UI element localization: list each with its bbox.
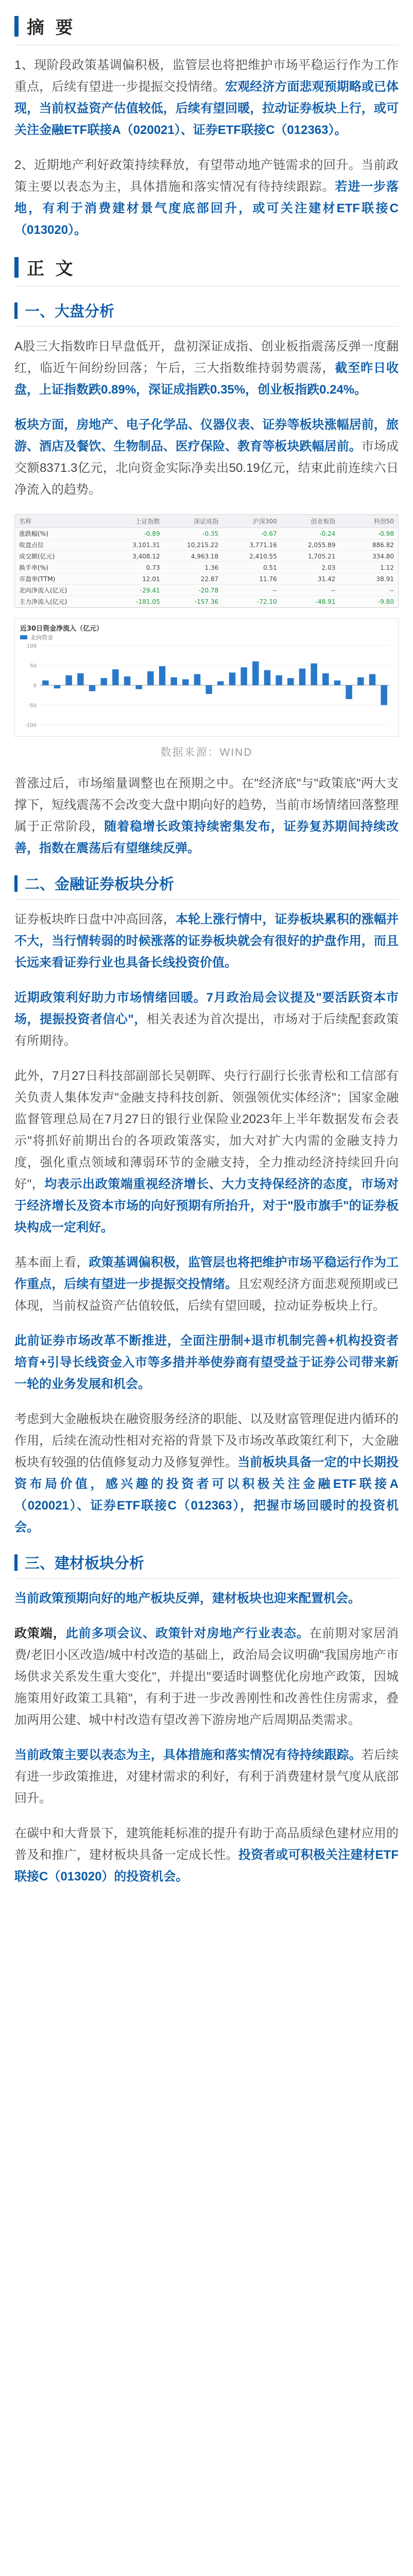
chart-bar: [147, 671, 153, 685]
market-paragraph-2: [14, 414, 399, 501]
table-header-cell: 名称: [19, 518, 32, 525]
table-row: [15, 573, 398, 585]
section-materials-heading: [14, 1552, 399, 1579]
table-cell: 3,101.31: [132, 541, 160, 549]
chart-bar: [276, 675, 282, 685]
table-header-cell: 科创50: [373, 518, 394, 525]
finance-paragraph-6-highlight: 当前板块具备一定的中长期投资布局价值，感兴趣的投资者可以积极关注金融ETF联接A（020021）、证券ETF联接C（012363），把握市场回暖时的投资机会。: [14, 1455, 399, 1534]
table-cell: 4,963.18: [191, 552, 219, 560]
table-cell: -0.35: [202, 530, 219, 537]
materials-paragraph-3-highlight: 当前政策主要以表态为主，具体措施和落实情况有待持续跟踪。: [14, 1748, 362, 1762]
summary-heading-text: 摘 要: [27, 18, 76, 38]
finance-paragraph-4-text: 基本面上看，: [14, 1256, 89, 1269]
table-row-label: 收盘点位: [19, 541, 44, 549]
table-cell: -20.78: [198, 586, 219, 594]
materials-paragraph-2: [14, 1623, 399, 1731]
table-cell: 11.76: [259, 575, 277, 583]
chart-bar: [135, 685, 142, 689]
table-cell: -0.24: [319, 530, 336, 537]
finance-paragraph-6: [14, 1409, 399, 1538]
materials-paragraph-2-highlight: 此前多项会议、政策针对房地产行业表态。: [65, 1626, 309, 1640]
table-row: [15, 562, 398, 573]
data-source-note: 数据来源：WIND: [160, 747, 253, 758]
chart-y-tick-label: -100: [25, 723, 37, 728]
finance-paragraph-3-highlight: 均表示出政策端重视经济增长、大力支持保经济的态度，市场对于经济增长及资本市场的向好预期有所抬升，对于"股市旗手"的证券板块构成一定利好。: [14, 1177, 399, 1234]
table-cell: -0.98: [377, 530, 394, 537]
finance-paragraph-1-text: 证券板块昨日盘中冲高回落，: [14, 912, 176, 926]
summary-point-2-text: 2、近期地产利好政策持续释放，有望带动地产链需求的回升。当前政策主要以表态为主，具体措施和落实情况有待持续跟踪。: [14, 158, 399, 194]
chart-bar: [100, 678, 107, 685]
table-row-label: 涨跌幅(%): [19, 530, 48, 537]
table-row-label: 北向净流入(亿元): [19, 587, 67, 594]
chart-bar: [346, 685, 352, 699]
finance-paragraph-4: [14, 1252, 399, 1317]
market-paragraph-1: [14, 336, 399, 401]
table-cell: -0.89: [144, 530, 160, 537]
materials-paragraph-4-text: 在碳中和大背景下，建筑能耗标准的提升有助于高品质绿色建材应用的普及和推广，建材板块具备一定成长性。: [14, 1826, 399, 1862]
market-paragraph-3-highlight: 随着稳增长政策持续密集发布，证券复苏期间持续改善，指数在震荡后有望继续反弹。: [14, 820, 399, 855]
table-cell: 10,215.22: [187, 541, 219, 549]
table-header-cell: 上证指数: [135, 518, 160, 525]
article-page: [0, 13, 413, 1922]
table-cell: 886.82: [372, 541, 394, 549]
chart-bar: [229, 672, 235, 685]
chart-bar: [124, 676, 130, 685]
table-cell: -0.67: [261, 530, 277, 537]
chart-bar: [159, 666, 165, 685]
materials-paragraph-2-lead: 政策端，: [14, 1626, 66, 1640]
table-cell: 0.73: [146, 564, 160, 571]
finance-paragraph-2-highlight: 近期政策利好助力市场情绪回暖。7月政治局会议提及"要活跃资本市场，提振投资者信心"，: [14, 991, 399, 1026]
table-cell: --: [272, 586, 277, 594]
body-heading-text: 正 文: [27, 259, 76, 279]
chart-bar: [205, 685, 212, 694]
finance-paragraph-2: [14, 987, 399, 1052]
table-row-label: 市盈率(TTM): [19, 575, 56, 583]
chart-y-tick-label: 50: [30, 663, 37, 669]
chart-y-tick-label: 100: [26, 643, 37, 649]
section-accent-bar: [14, 875, 18, 892]
table-row: [15, 551, 398, 562]
chart-bar: [170, 677, 177, 685]
chart-y-tick-label: -50: [28, 703, 37, 709]
table-cell: -157.36: [194, 598, 219, 605]
chart-bar: [182, 679, 188, 685]
materials-paragraph-3: [14, 1744, 399, 1809]
chart-bar: [264, 670, 270, 685]
table-cell: 22.87: [200, 575, 219, 583]
chart-title: 近30日资金净流入（亿元）: [20, 625, 104, 633]
chart-bar: [42, 681, 48, 685]
finance-paragraph-5: [14, 1330, 399, 1395]
table-cell: -72.10: [257, 598, 277, 605]
finance-paragraph-4-text-2: 且宏观经济方面悲观预期或已体现，当前权益资产估值较低，后续有望回暖，拉动证券板块上行。: [14, 1277, 399, 1313]
materials-paragraph-4: [14, 1823, 399, 1888]
table-cell: 38.91: [376, 575, 394, 583]
market-index-table: [14, 514, 399, 608]
market-paragraph-3-text: 普涨过后，市场缩量调整也在预期之中。在"经济底"与"政策底"两大支撑下，短线震荡不会改变大盘中期向好的趋势，当前市场情绪回落整理属于正常阶段，: [14, 776, 399, 834]
finance-paragraph-3: [14, 1065, 399, 1239]
table-row: [15, 528, 398, 539]
market-paragraph-2-highlight: 板块方面，房地产、电子化学品、仪器仪表、证券等板块涨幅居前，旅游、酒店及餐饮、生物制品、医疗保险、教育等板块跌幅居前。: [14, 418, 399, 453]
table-cell: 1.12: [380, 564, 394, 571]
chart-svg: [15, 619, 398, 736]
table-cell: 1.36: [204, 564, 219, 571]
table-row: [15, 596, 398, 607]
chart-bar: [357, 677, 364, 685]
chart-bar: [299, 669, 305, 685]
body-heading: [14, 255, 399, 286]
finance-paragraph-6-text: 考虑到大金融板块在融资服务经济的职能、以及财富管理促进内循环的作用，后续在流动性相对充裕的背景下及市场改革政策红利下，大金融板块有较强的估值修复动力及修复弹性。: [14, 1412, 399, 1469]
section-finance-heading: [14, 873, 399, 900]
summary-heading: [14, 13, 399, 45]
table-header-cell: 沪深300: [252, 518, 277, 525]
table-cell: 12.01: [142, 575, 160, 583]
chart-bar: [252, 662, 259, 685]
chart-bar: [65, 675, 72, 685]
table-cell: -181.05: [136, 598, 160, 605]
table-header: [15, 515, 398, 528]
table-cell: 334.80: [372, 552, 394, 560]
chart-bar: [217, 681, 223, 685]
summary-point-1: [14, 55, 399, 141]
table-row: [15, 539, 398, 551]
table-cell: -48.91: [315, 598, 336, 605]
market-paragraph-2-text: 市场成交额8371.3亿元，北向资金实际净卖出50.19亿元，结束此前连续六日净流入的趋势。: [14, 439, 399, 497]
market-paragraph-3: [14, 773, 399, 859]
summary-point-2: [14, 155, 399, 241]
chart-bar: [240, 667, 247, 685]
legend-label: 北向资金: [30, 634, 53, 641]
chart-bar: [311, 664, 317, 685]
section-accent-bar: [14, 1554, 18, 1571]
chart-bar: [334, 681, 340, 685]
finance-paragraph-4-highlight: 政策基调偏积极，监管层也将把维护市场平稳运行作为工作重点，后续有望进一步提振交投情绪。: [14, 1256, 399, 1291]
table-cell: 31.42: [318, 575, 336, 583]
table-row: [15, 585, 398, 596]
chart-bar: [381, 685, 387, 705]
table-cell: 3,771.16: [249, 541, 277, 549]
chart-y-tick-label: 0: [33, 683, 37, 689]
heading-accent-bar: [14, 257, 19, 278]
market-paragraph-1-text: A股三大指数昨日早盘低开，盘初深证成指、创业板指震荡反弹一度翻红，临近午间纷纷回落；午后，三大指数维持弱势震荡，: [14, 340, 399, 375]
finance-paragraph-1: [14, 909, 399, 974]
table-cell: -9.80: [377, 598, 394, 605]
summary-point-2-highlight: 若进一步落地，有利于消费建材景气度底部回升，或可关注建材ETF联接C（013020）。: [14, 180, 399, 237]
market-paragraph-1-highlight: 截至昨日收盘，上证指数跌0.89%，深证成指跌0.35%，创业板指跌0.24%。: [14, 361, 399, 397]
section-market-title: 一、大盘分析: [25, 303, 115, 320]
chart-bar: [194, 674, 200, 685]
table-cell: 1,705.21: [307, 552, 336, 560]
chart-bar: [77, 673, 83, 685]
chart-bar: [287, 678, 294, 685]
heading-accent-bar: [14, 16, 19, 37]
table-cell: --: [331, 586, 336, 594]
summary-point-1-highlight: 宏观经济方面悲观预期略或已体现，当前权益资产估值较低，后续有望回暖，拉动证券板块上行，或可关注金融ETF联接A（020021）、证券ETF联接C（012363）。: [14, 80, 399, 137]
materials-paragraph-3-text: 若后续有进一步政策推进，对建材需求的利好，有利于消费建材景气度从底部回升。: [14, 1748, 399, 1805]
chart-bar: [89, 685, 95, 691]
section-accent-bar: [14, 302, 18, 319]
finance-paragraph-5-highlight: 此前证券市场改革不断推进，全面注册制+退市机制完善+机构投资者培育+引导长线资金入市等多措并举使券商有望受益于证券公司带来新一轮的业务发展和机会。: [14, 1334, 399, 1391]
finance-paragraph-3-text: 此外，7月27日科技部副部长吴朝晖、央行行副行长张青松和工信部有关负责人集体发声"金融支持科技创新、领强领优实体经济"；国家金融监督管理总局在7月27日的银行业保险业2023年上半年数据发布会表示"将抓好前期出台的各项政策落实，加大对扩大内需的金融支持力度，强化重点领域和薄弱环节的金融支持，全力推动经济持续回升向好"，: [14, 1069, 399, 1191]
chart-bar: [322, 673, 329, 685]
chart-bar: [54, 685, 60, 688]
section-materials-title: 三、建材板块分析: [25, 1555, 145, 1572]
table-cell: 2,055.89: [307, 541, 336, 549]
table-row-label: 换手率(%): [19, 564, 48, 571]
fund-flow-chart: [14, 618, 399, 737]
summary-point-1-text: 1、现阶段政策基调偏积极，监管层也将把维护市场平稳运行作为工作重点，后续有望进一步提振交投情绪。: [14, 58, 399, 94]
table-cell: 3,408.12: [132, 552, 160, 560]
table-cell: 0.51: [263, 564, 277, 571]
chart-bar: [112, 669, 118, 685]
table-cell: 2.03: [321, 564, 336, 571]
materials-paragraph-1-highlight: 当前政策预期向好的地产板块反弹，建材板块也迎来配置机会。: [14, 1591, 360, 1605]
materials-paragraph-4-highlight: 投资者或可积极关注建材ETF联接C（013020）的投资机会。: [14, 1848, 399, 1884]
finance-paragraph-1-highlight: 本轮上涨行情中，证券板块累积的涨幅并不大，当行情转弱的时候涨落的证券板块就会有很好的护盘作用，而且长远来看证券行业也具备长线投资价值。: [14, 912, 399, 970]
table-row-label: 成交额(亿元): [19, 553, 55, 560]
section-finance-title: 二、金融证券板块分析: [25, 876, 175, 893]
section-market-heading: [14, 300, 399, 327]
table-cell: 2,410.55: [249, 552, 277, 560]
materials-paragraph-1: [14, 1588, 399, 1609]
finance-paragraph-2-text: 相关表述为首次提出，市场对于后续配套政策有所期待。: [14, 1012, 399, 1048]
table-cell: -29.41: [140, 586, 160, 594]
table-cell: --: [389, 586, 394, 594]
table-header-cell: 深证成指: [194, 518, 219, 525]
table-header-cell: 创业板指: [311, 518, 336, 525]
chart-bar: [369, 674, 375, 685]
materials-paragraph-2-text: 在前期对家居消费/老旧小区改造/城中村改造的基础上，政治局会议明确"我国房地产市场供求关系发生重大变化"，并提出"要适时调整优化房地产政策，因城施策用好政策工具箱"，有利于进一步改善刚性和改善性住房需求，叠加两用公建、城中村改造有望改善下游房地产后周期品类需求。: [14, 1626, 399, 1727]
table-row-label: 主力净流入(亿元): [19, 598, 67, 605]
